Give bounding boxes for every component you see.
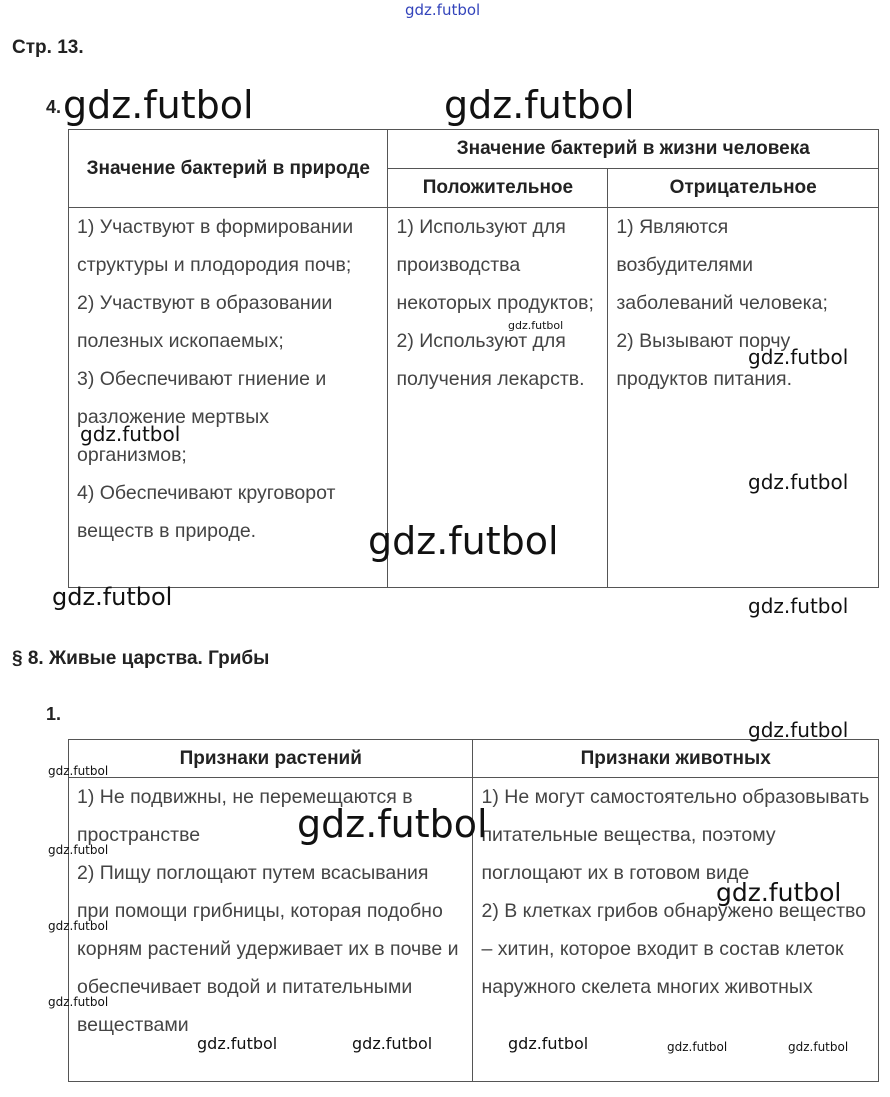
list-item: 2) В клетках грибов обнаружено вещество – хитин, которое входит в состав клеток наружного скелета многих животных [481, 900, 866, 998]
list-item: 1) Не подвижны, не перемещаются в пространстве [77, 786, 413, 846]
watermark: gdz.futbol [368, 519, 559, 563]
watermark: gdz.futbol [297, 802, 488, 846]
nature-cell [69, 208, 388, 588]
watermark-top: gdz.futbol [405, 1, 481, 19]
watermark: gdz.futbol [508, 1034, 589, 1053]
watermark: gdz.futbol [716, 878, 842, 907]
list-item: 1) Являются возбудителями заболеваний человека; [616, 216, 828, 314]
task-1-number: 1. [46, 704, 62, 724]
list-item: 1) Участвуют в формировании структуры и плодородия почв; [77, 216, 354, 276]
fungi-table [68, 739, 879, 1082]
watermark: gdz.futbol [748, 345, 849, 369]
task-4-number: 4. [46, 97, 62, 117]
watermark: gdz.futbol [48, 919, 109, 933]
header-negative: Отрицательное [608, 169, 879, 208]
watermark: gdz.futbol [80, 422, 181, 446]
list-item: 2) Используют для получения лекарств. [396, 330, 585, 390]
list-item: 1) Не могут самостоятельно образовывать питательные вещества, поэтому поглощают их в готовом виде [481, 786, 870, 884]
watermark: gdz.futbol [63, 83, 254, 127]
watermark: gdz.futbol [508, 319, 564, 332]
list-item: 2) Пищу поглощают путем всасывания при помощи грибницы, которая подобно корням растений удерживает их в почве и обеспечивает водой и питательными веществами [77, 862, 459, 1036]
watermark: gdz.futbol [52, 583, 173, 611]
list-item: 2) Вызывают порчу продуктов питания. [616, 330, 792, 390]
watermark: gdz.futbol [48, 995, 109, 1009]
list-item: 1) Используют для производства некоторых продуктов; [396, 216, 594, 314]
list-item: 3) Обеспечивают гниение и разложение мертвых организмов; [77, 368, 327, 466]
watermark: gdz.futbol [788, 1040, 849, 1054]
watermark: gdz.futbol [352, 1034, 433, 1053]
list-item: 2) Участвуют в образовании полезных ископаемых; [77, 292, 333, 352]
header-plants: Признаки растений [69, 740, 473, 778]
header-animals: Признаки животных [473, 740, 879, 778]
watermark: gdz.futbol [748, 718, 849, 742]
header-human: Значение бактерий в жизни человека [388, 130, 879, 169]
page-heading: Стр. 13. [12, 37, 84, 58]
watermark: gdz.futbol [667, 1040, 728, 1054]
header-positive: Положительное [388, 169, 608, 208]
watermark: gdz.futbol [444, 83, 635, 127]
watermark: gdz.futbol [48, 843, 109, 857]
watermark: gdz.futbol [197, 1034, 278, 1053]
watermark: gdz.futbol [48, 764, 109, 778]
section-title: § 8. Живые царства. Грибы [12, 648, 270, 669]
watermark: gdz.futbol [748, 470, 849, 494]
negative-cell [608, 208, 879, 588]
list-item: 4) Обеспечивают круговорот веществ в природе. [77, 482, 336, 542]
header-nature: Значение бактерий в природе [69, 130, 388, 208]
watermark: gdz.futbol [748, 594, 849, 618]
